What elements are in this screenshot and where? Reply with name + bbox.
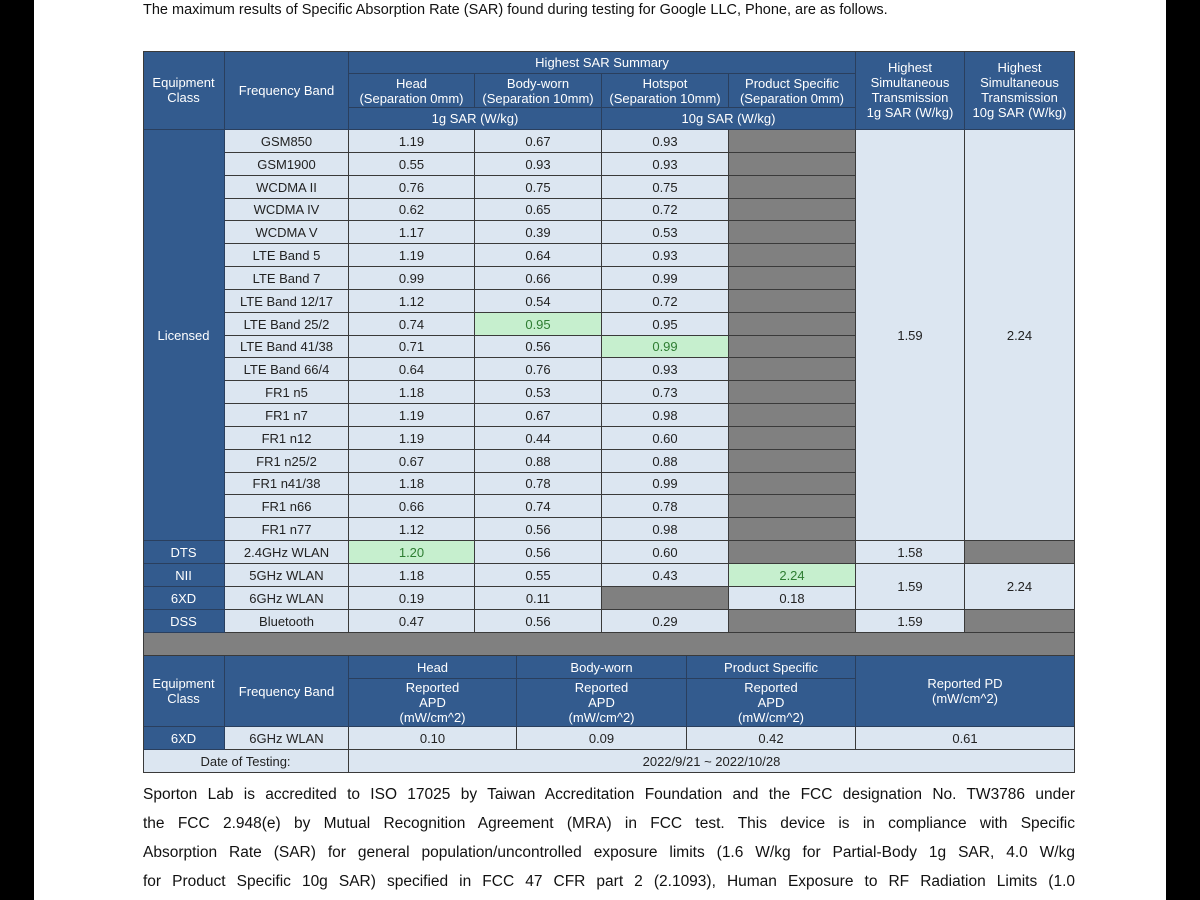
compliance-paragraph [143, 780, 1075, 896]
band-cell: GSM850 [225, 130, 349, 153]
header-apd-head: Head [349, 656, 517, 679]
nii-6xd-sim-10g: 2.24 [965, 564, 1075, 610]
hotspot-sar-cell: 0.73 [602, 381, 729, 404]
hotspot-na-cell [602, 587, 729, 610]
header-reported-pd: Reported PD (mW/cm^2) [856, 656, 1075, 727]
head-sar-cell: 0.67 [349, 450, 475, 473]
header-reported-apd: Reported APD (mW/cm^2) [687, 679, 856, 727]
date-of-testing-value: 2022/9/21 ~ 2022/10/28 [349, 750, 1075, 773]
product-na-cell [729, 381, 856, 404]
product-na-cell [729, 130, 856, 153]
hotspot-sar-cell: 0.72 [602, 199, 729, 221]
body-sar-cell: 0.56 [475, 610, 602, 633]
header-product [729, 74, 856, 108]
header-sim-10g: Highest Simultaneous Transmission 10g SAR (W/kg) [965, 51, 1075, 130]
body-sar-cell: 0.93 [475, 153, 602, 176]
product-na-cell [729, 313, 856, 336]
class-6xd: 6XD [143, 727, 225, 750]
header-apd-product: Product Specific [687, 656, 856, 679]
hotspot-sar-cell: 0.95 [602, 313, 729, 336]
class-6xd: 6XD [143, 587, 225, 610]
band-cell: 2.4GHz WLAN [225, 541, 349, 564]
band-cell: WCDMA V [225, 221, 349, 244]
product-na-cell [729, 358, 856, 381]
body-sar-cell: 0.54 [475, 290, 602, 313]
hotspot-sar-cell: 0.60 [602, 427, 729, 450]
header-reported-apd: Reported APD (mW/cm^2) [349, 679, 517, 727]
header-label: Head [395, 75, 428, 91]
header-separation: (Separation 10mm) [609, 90, 721, 106]
header-separation: (Separation 0mm) [359, 90, 464, 106]
header-hotspot [602, 74, 729, 108]
band-cell: Bluetooth [225, 610, 349, 633]
hotspot-sar-cell: 0.99 [602, 473, 729, 495]
body-sar-cell: 0.67 [475, 404, 602, 427]
band-cell: FR1 n25/2 [225, 450, 349, 473]
head-sar-cell: 0.66 [349, 495, 475, 518]
head-sar-cell: 1.19 [349, 130, 475, 153]
hotspot-sar-cell: 0.43 [602, 564, 729, 587]
body-sar-cell: 0.78 [475, 473, 602, 495]
table-separator [143, 633, 1075, 656]
band-cell: WCDMA IV [225, 199, 349, 221]
head-sar-cell: 0.64 [349, 358, 475, 381]
band-cell: 5GHz WLAN [225, 564, 349, 587]
hotspot-sar-cell: 0.93 [602, 358, 729, 381]
product-na-cell [729, 199, 856, 221]
head-sar-cell: 1.18 [349, 473, 475, 495]
sim-10g-na-cell [965, 541, 1075, 564]
body-sar-cell: 0.88 [475, 450, 602, 473]
band-cell: FR1 n7 [225, 404, 349, 427]
head-sar-cell: 1.20 [349, 541, 475, 564]
class-dts: DTS [143, 541, 225, 564]
band-cell: LTE Band 41/38 [225, 336, 349, 358]
hotspot-sar-cell: 0.93 [602, 153, 729, 176]
class-dss: DSS [143, 610, 225, 633]
licensed-sim-10g: 2.24 [965, 130, 1075, 541]
band-cell: LTE Band 5 [225, 244, 349, 267]
head-sar-cell: 1.18 [349, 564, 475, 587]
body-sar-cell: 0.44 [475, 427, 602, 450]
intro-text: The maximum results of Specific Absorption Rate (SAR) found during testing for Google LLC, Phone, are as follows. [143, 2, 888, 18]
header-unit-1g: 1g SAR (W/kg) [349, 108, 602, 130]
header-frequency-band: Frequency Band [225, 51, 349, 130]
head-sar-cell: 0.71 [349, 336, 475, 358]
hotspot-sar-cell: 0.98 [602, 404, 729, 427]
band-cell: FR1 n66 [225, 495, 349, 518]
product-na-cell [729, 404, 856, 427]
band-cell: LTE Band 66/4 [225, 358, 349, 381]
product-na-cell [729, 541, 856, 564]
body-sar-cell: 0.53 [475, 381, 602, 404]
body-sar-cell: 0.39 [475, 221, 602, 244]
class-nii: NII [143, 564, 225, 587]
product-na-cell [729, 244, 856, 267]
paragraph-line: the FCC 2.948(e) by Mutual Recognition Agreement (MRA) in FCC test. This device is in compliance with Specific [143, 815, 1075, 832]
body-sar-cell: 0.64 [475, 244, 602, 267]
product-na-cell [729, 427, 856, 450]
dts-sim-1g: 1.58 [856, 541, 965, 564]
paragraph-line: for Product Specific 10g SAR) specified in FCC 47 CFR part 2 (2.1093), Human Exposure to RF Radiation Limits (1.0 [143, 873, 1075, 890]
band-cell: FR1 n77 [225, 518, 349, 541]
paragraph-line: Absorption Rate (SAR) for general population/uncontrolled exposure limits (1.6 W/kg for Partial-Body 1g SAR, 4.0 W/kg [143, 844, 1075, 861]
band-cell: FR1 n12 [225, 427, 349, 450]
header-highest-sar-summary: Highest SAR Summary [349, 51, 856, 74]
product-na-cell [729, 153, 856, 176]
head-apd-cell: 0.10 [349, 727, 517, 750]
body-sar-cell: 0.74 [475, 495, 602, 518]
head-sar-cell: 0.74 [349, 313, 475, 336]
body-sar-cell: 0.56 [475, 541, 602, 564]
product-na-cell [729, 267, 856, 290]
product-na-cell [729, 518, 856, 541]
head-sar-cell: 0.62 [349, 199, 475, 221]
header-label: Body-worn [506, 75, 570, 91]
body-sar-cell: 0.56 [475, 336, 602, 358]
hotspot-sar-cell: 0.75 [602, 176, 729, 199]
header-label: Hotspot [642, 75, 688, 91]
band-cell: LTE Band 7 [225, 267, 349, 290]
band-cell: GSM1900 [225, 153, 349, 176]
product-na-cell [729, 290, 856, 313]
hotspot-sar-cell: 0.93 [602, 244, 729, 267]
hotspot-sar-cell: 0.60 [602, 541, 729, 564]
body-sar-cell: 0.55 [475, 564, 602, 587]
header-frequency-band: Frequency Band [225, 656, 349, 727]
sim-10g-na-cell [965, 610, 1075, 633]
hotspot-sar-cell: 0.99 [602, 336, 729, 358]
header-head [349, 74, 475, 108]
paragraph-line: Sporton Lab is accredited to ISO 17025 by Taiwan Accreditation Foundation and the FCC designation No. TW3786 under [143, 786, 1075, 803]
date-of-testing-label: Date of Testing: [143, 750, 349, 773]
band-cell: FR1 n41/38 [225, 473, 349, 495]
product-sar-cell: 0.18 [729, 587, 856, 610]
header-equipment-class: Equipment Class [143, 51, 225, 130]
body-apd-cell: 0.09 [517, 727, 687, 750]
product-na-cell [729, 221, 856, 244]
hotspot-sar-cell: 0.72 [602, 290, 729, 313]
head-sar-cell: 1.12 [349, 518, 475, 541]
hotspot-sar-cell: 0.98 [602, 518, 729, 541]
body-sar-cell: 0.75 [475, 176, 602, 199]
header-unit-10g: 10g SAR (W/kg) [602, 108, 856, 130]
body-sar-cell: 0.56 [475, 518, 602, 541]
product-apd-cell: 0.42 [687, 727, 856, 750]
licensed-sim-1g: 1.59 [856, 130, 965, 541]
header-equipment-class: Equipment Class [143, 656, 225, 727]
class-licensed: Licensed [143, 130, 225, 541]
head-sar-cell: 1.19 [349, 427, 475, 450]
head-sar-cell: 1.17 [349, 221, 475, 244]
hotspot-sar-cell: 0.53 [602, 221, 729, 244]
band-cell: WCDMA II [225, 176, 349, 199]
head-sar-cell: 1.19 [349, 404, 475, 427]
product-na-cell [729, 473, 856, 495]
pd-cell: 0.61 [856, 727, 1075, 750]
header-separation: (Separation 10mm) [482, 90, 594, 106]
body-sar-cell: 0.11 [475, 587, 602, 610]
band-cell: LTE Band 25/2 [225, 313, 349, 336]
body-sar-cell: 0.65 [475, 199, 602, 221]
hotspot-sar-cell: 0.29 [602, 610, 729, 633]
head-sar-cell: 1.19 [349, 244, 475, 267]
body-sar-cell: 0.66 [475, 267, 602, 290]
product-na-cell [729, 495, 856, 518]
head-sar-cell: 0.47 [349, 610, 475, 633]
header-separation: (Separation 0mm) [739, 90, 845, 106]
product-na-cell [729, 176, 856, 199]
header-sim-1g: Highest Simultaneous Transmission 1g SAR (W/kg) [856, 51, 965, 130]
body-sar-cell: 0.95 [475, 313, 602, 336]
hotspot-sar-cell: 0.88 [602, 450, 729, 473]
header-apd-body: Body-worn [517, 656, 687, 679]
head-sar-cell: 1.12 [349, 290, 475, 313]
body-sar-cell: 0.76 [475, 358, 602, 381]
hotspot-sar-cell: 0.93 [602, 130, 729, 153]
band-cell: 6GHz WLAN [225, 587, 349, 610]
header-reported-apd: Reported APD (mW/cm^2) [517, 679, 687, 727]
header-label: Product Specific [745, 75, 839, 91]
body-sar-cell: 0.67 [475, 130, 602, 153]
band-cell: LTE Band 12/17 [225, 290, 349, 313]
nii-6xd-sim-1g: 1.59 [856, 564, 965, 610]
hotspot-sar-cell: 0.99 [602, 267, 729, 290]
dss-sim-1g: 1.59 [856, 610, 965, 633]
header-body [475, 74, 602, 108]
head-sar-cell: 0.76 [349, 176, 475, 199]
product-na-cell [729, 450, 856, 473]
head-sar-cell: 1.18 [349, 381, 475, 404]
hotspot-sar-cell: 0.78 [602, 495, 729, 518]
product-na-cell [729, 336, 856, 358]
head-sar-cell: 0.19 [349, 587, 475, 610]
band-cell: FR1 n5 [225, 381, 349, 404]
band-cell: 6GHz WLAN [225, 727, 349, 750]
head-sar-cell: 0.55 [349, 153, 475, 176]
product-sar-cell: 2.24 [729, 564, 856, 587]
product-na-cell [729, 610, 856, 633]
head-sar-cell: 0.99 [349, 267, 475, 290]
